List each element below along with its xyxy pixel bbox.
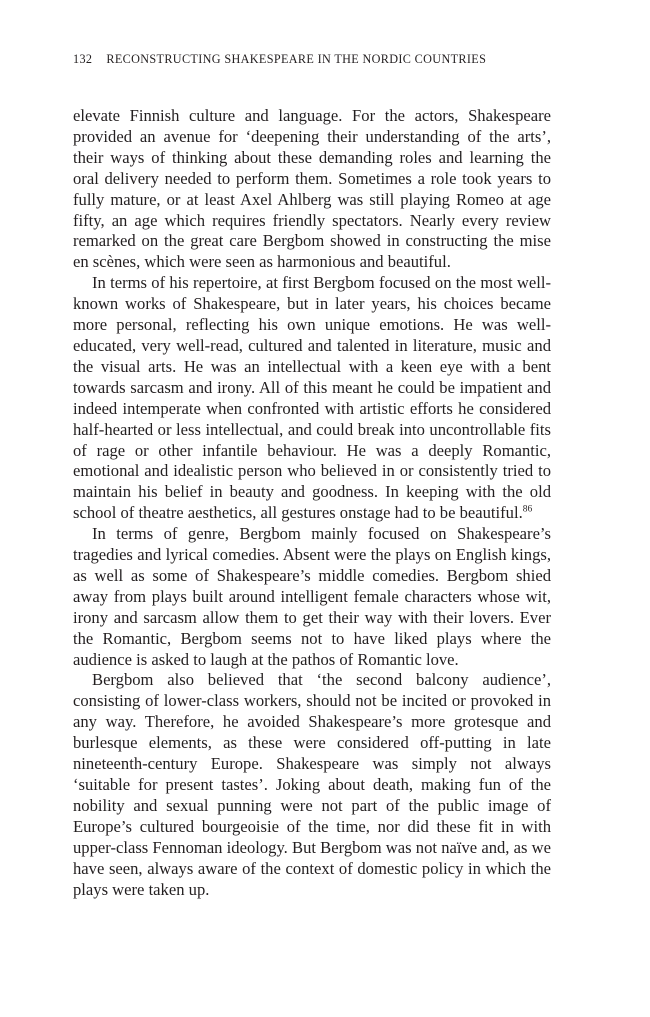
- page-number: 132: [73, 52, 93, 66]
- paragraph-1: [73, 106, 551, 273]
- paragraph-3-text: In terms of genre, Bergbom mainly focused on Shakespeare’s tragedies and lyrical comedies. Absent were the plays on English kings, as well as some of Shakespeare’s middle comedies. Bergbom shied away from plays built around intelligent female characters whose wit, irony and sarcasm allow them to get their way with their lovers. Ever the Romantic, Bergbom seems not to have liked plays where the audience is asked to laugh at the pathos of Romantic love.: [73, 524, 551, 669]
- running-head: [73, 52, 486, 67]
- running-title: RECONSTRUCTING SHAKESPEARE IN THE NORDIC COUNTRIES: [106, 52, 487, 66]
- paragraph-1-text: elevate Finnish culture and language. For the actors, Shakespeare provided an avenue for ‘deepening their understanding of the arts’, their ways of thinking about these demanding roles and learning the oral delivery needed to perform them. Sometimes a role took years to fully mature, or at least Axel Ahlberg was still playing Romeo at age fifty, an age which requires friendly spectators. Nearly every review remarked on the great care Bergbom showed in constructing the mise en scènes, which were seen as harmonious and beautiful.: [73, 106, 551, 272]
- paragraph-2-text: In terms of his repertoire, at first Bergbom focused on the most well-known works of Shakespeare, but in later years, his choices became more personal, reflecting his own unique emotions. He was well-educated, very well-read, cultured and talented in literature, music and the visual arts. He was an intellectual with a keen eye with a bent towards sarcasm and irony. All of this meant he could be impatient and indeed intemperate when confronted with artistic efforts he considered half-hearted or less intellectual, and could break into uncontrollable fits of rage or other infantile behaviour. He was a deeply Romantic, emotional and idealistic person who believed in or consistently tried to maintain his belief in beauty and goodness. In keeping with the old school of theatre aesthetics, all gestures onstage had to be beautiful.: [73, 273, 551, 523]
- paragraph-2: [73, 273, 551, 524]
- footnote-reference[interactable]: 86: [522, 504, 533, 515]
- paragraph-4: [73, 670, 551, 900]
- body-text: [73, 106, 551, 900]
- paragraph-4-text: Bergbom also believed that ‘the second balcony audience’, consisting of lower-class workers, should not be incited or provoked in any way. Therefore, he avoided Shakespeare’s more grotesque and burlesque elements, as these were considered off-putting in late nineteenth-century Europe. Shakespeare was simply not always ‘suitable for present tastes’. Joking about death, making fun of the nobility and sexual punning were not part of the public image of Europe’s cultured bourgeoisie of the time, nor did these fit in with upper-class Fennoman ideology. But Bergbom was not naïve and, as we have seen, always aware of the context of domestic policy in which the plays were taken up.: [73, 670, 551, 899]
- paragraph-3: [73, 524, 551, 670]
